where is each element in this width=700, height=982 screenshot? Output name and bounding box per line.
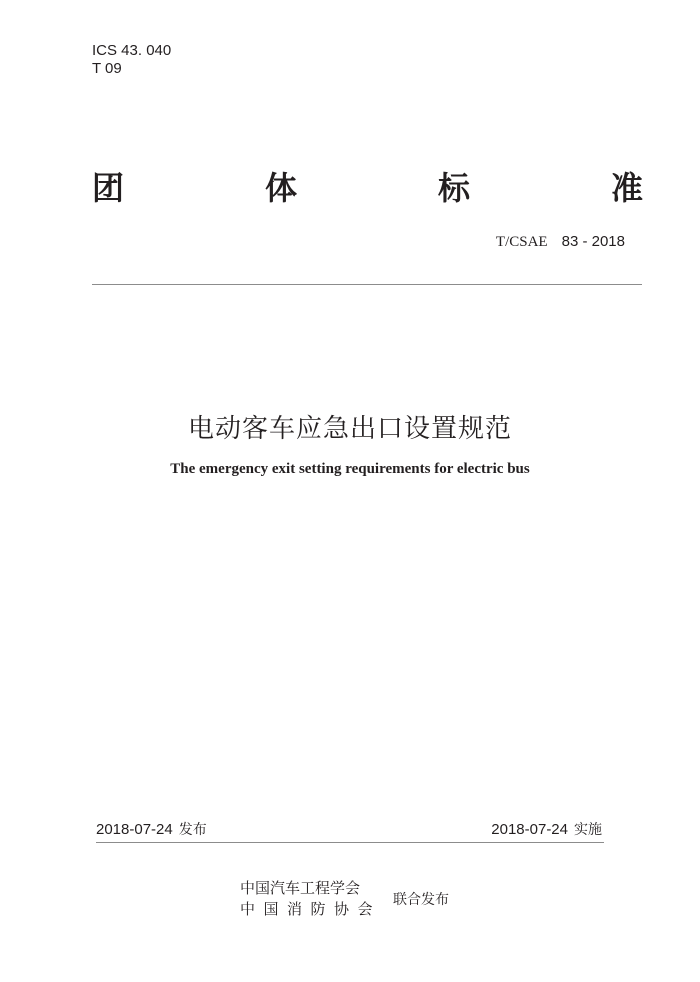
document-title-chinese: 电动客车应急出口设置规范	[187, 414, 512, 444]
ics-code: ICS 43. 040	[92, 42, 172, 59]
top-divider	[92, 284, 642, 285]
issue-date: 2018-07-24	[96, 821, 173, 838]
issue-date-line	[96, 819, 207, 840]
standard-type-heading	[92, 166, 643, 210]
implementation-date: 2018-07-24	[491, 821, 568, 838]
standard-type-char: 体	[264, 169, 297, 207]
issue-label: 发布	[178, 822, 207, 838]
bottom-divider	[96, 842, 604, 843]
implementation-date-line	[491, 819, 602, 840]
standard-number-prefix: T/CSAE	[495, 234, 548, 250]
classification-codes	[92, 42, 171, 78]
standard-type-char: 团	[92, 169, 125, 207]
ccs-code: T 09	[92, 60, 122, 77]
issuer-org-2: 中国消防协会	[240, 900, 382, 918]
document-title-english: The emergency exit setting requirements for electric bus	[170, 461, 530, 477]
joint-issue-label: 联合发布	[393, 892, 449, 908]
standard-type-char: 标	[437, 169, 470, 207]
standard-number	[496, 231, 625, 252]
standard-type-char: 准	[610, 169, 643, 207]
issuing-organizations	[240, 878, 381, 920]
implementation-label: 实施	[574, 822, 602, 838]
issuer-org-1: 中国汽车工程学会	[240, 879, 361, 897]
standard-number-value: 83 - 2018	[561, 233, 625, 250]
